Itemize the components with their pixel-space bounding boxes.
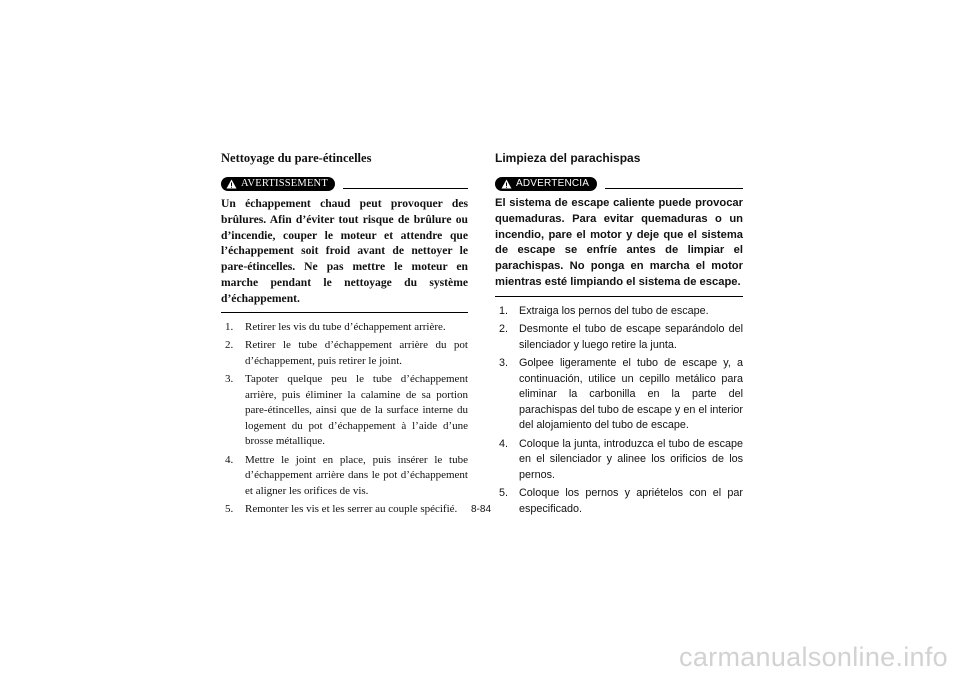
french-column	[221, 150, 468, 521]
warning-rule-es	[605, 179, 743, 189]
warning-header-fr	[221, 175, 468, 192]
warning-label-es: ADVERTENCIA	[516, 178, 590, 189]
warning-text-fr: Un échappement chaud peut provoquer des brûlures. Afin d’éviter tout risque de brûlure ou d’incendie, couper le moteur et attendre que l’échappement soit froid avant de nettoyer le pare-étincelles. Ne pas mettre le moteur en marche pendant le nettoyage du système d’échappement.	[221, 196, 468, 313]
warning-label-fr: AVERTISSEMENT	[241, 178, 328, 189]
list-item: 1. Extraiga los pernos del tubo de escape.	[499, 304, 709, 317]
list-item: 2. Desmonte el tubo de escape separándolo del silenciador y luego retire la junta.	[499, 323, 743, 351]
section-heading-fr: Nettoyage du pare-étincelles	[221, 151, 372, 165]
list-item: 3. Golpee ligeramente el tubo de escape y, a continuación, utilice un cepillo metálico para eliminar la carbonilla en la parte del parachispas del tubo de escape y en el interior del alojamiento del tubo de escape.	[499, 357, 743, 432]
warning-text-es: El sistema de escape caliente puede provocar quemaduras. Para evitar quemaduras o un incendio, pare el motor y deje que el sistema de escape se enfríe antes de limpiar el parachispas. No ponga en marcha el motor mientras esté limpiando el sistema de escape.	[495, 196, 743, 297]
warning-rule-fr	[343, 179, 468, 189]
section-heading-es: Limpieza del parachispas	[495, 151, 641, 165]
list-item: 4. Mettre le joint en place, puis insérer le tube d’échappement arrière dans le pot d’échappement et aligner les orifices de vis.	[225, 453, 468, 497]
warning-badge-fr	[221, 177, 335, 191]
steps-list-es	[495, 304, 743, 518]
list-item: 2. Retirer le tube d’échappement arrière du pot d’échappement, puis retirer le joint.	[225, 339, 468, 367]
warning-badge-es	[495, 177, 597, 191]
page-number: 8-84	[471, 504, 492, 515]
spanish-column	[495, 150, 743, 520]
warning-triangle-icon	[501, 179, 512, 189]
warning-header-es	[495, 175, 743, 192]
list-item: 1. Retirer les vis du tube d’échappement arrière.	[225, 320, 446, 333]
list-item: 5. Remonter les vis et les serrer au couple spécifié.	[225, 503, 458, 516]
warning-triangle-icon	[226, 179, 237, 189]
list-item: 3. Tapoter quelque peu le tube d’échappement arrière, puis éliminer la calamine de sa portion pare-étincelles, ainsi que de la surface interne du logement du pot d’échappement à l’aide d’une brosse métallique.	[225, 373, 468, 448]
steps-list-fr	[221, 320, 468, 518]
watermark-text: carmanualsonline.info	[679, 642, 948, 672]
list-item: 5. Coloque los pernos y apriételos con el par especificado.	[499, 487, 743, 515]
list-item: 4. Coloque la junta, introduzca el tubo de escape en el silenciador y alinee los orificios de los pernos.	[499, 437, 743, 481]
